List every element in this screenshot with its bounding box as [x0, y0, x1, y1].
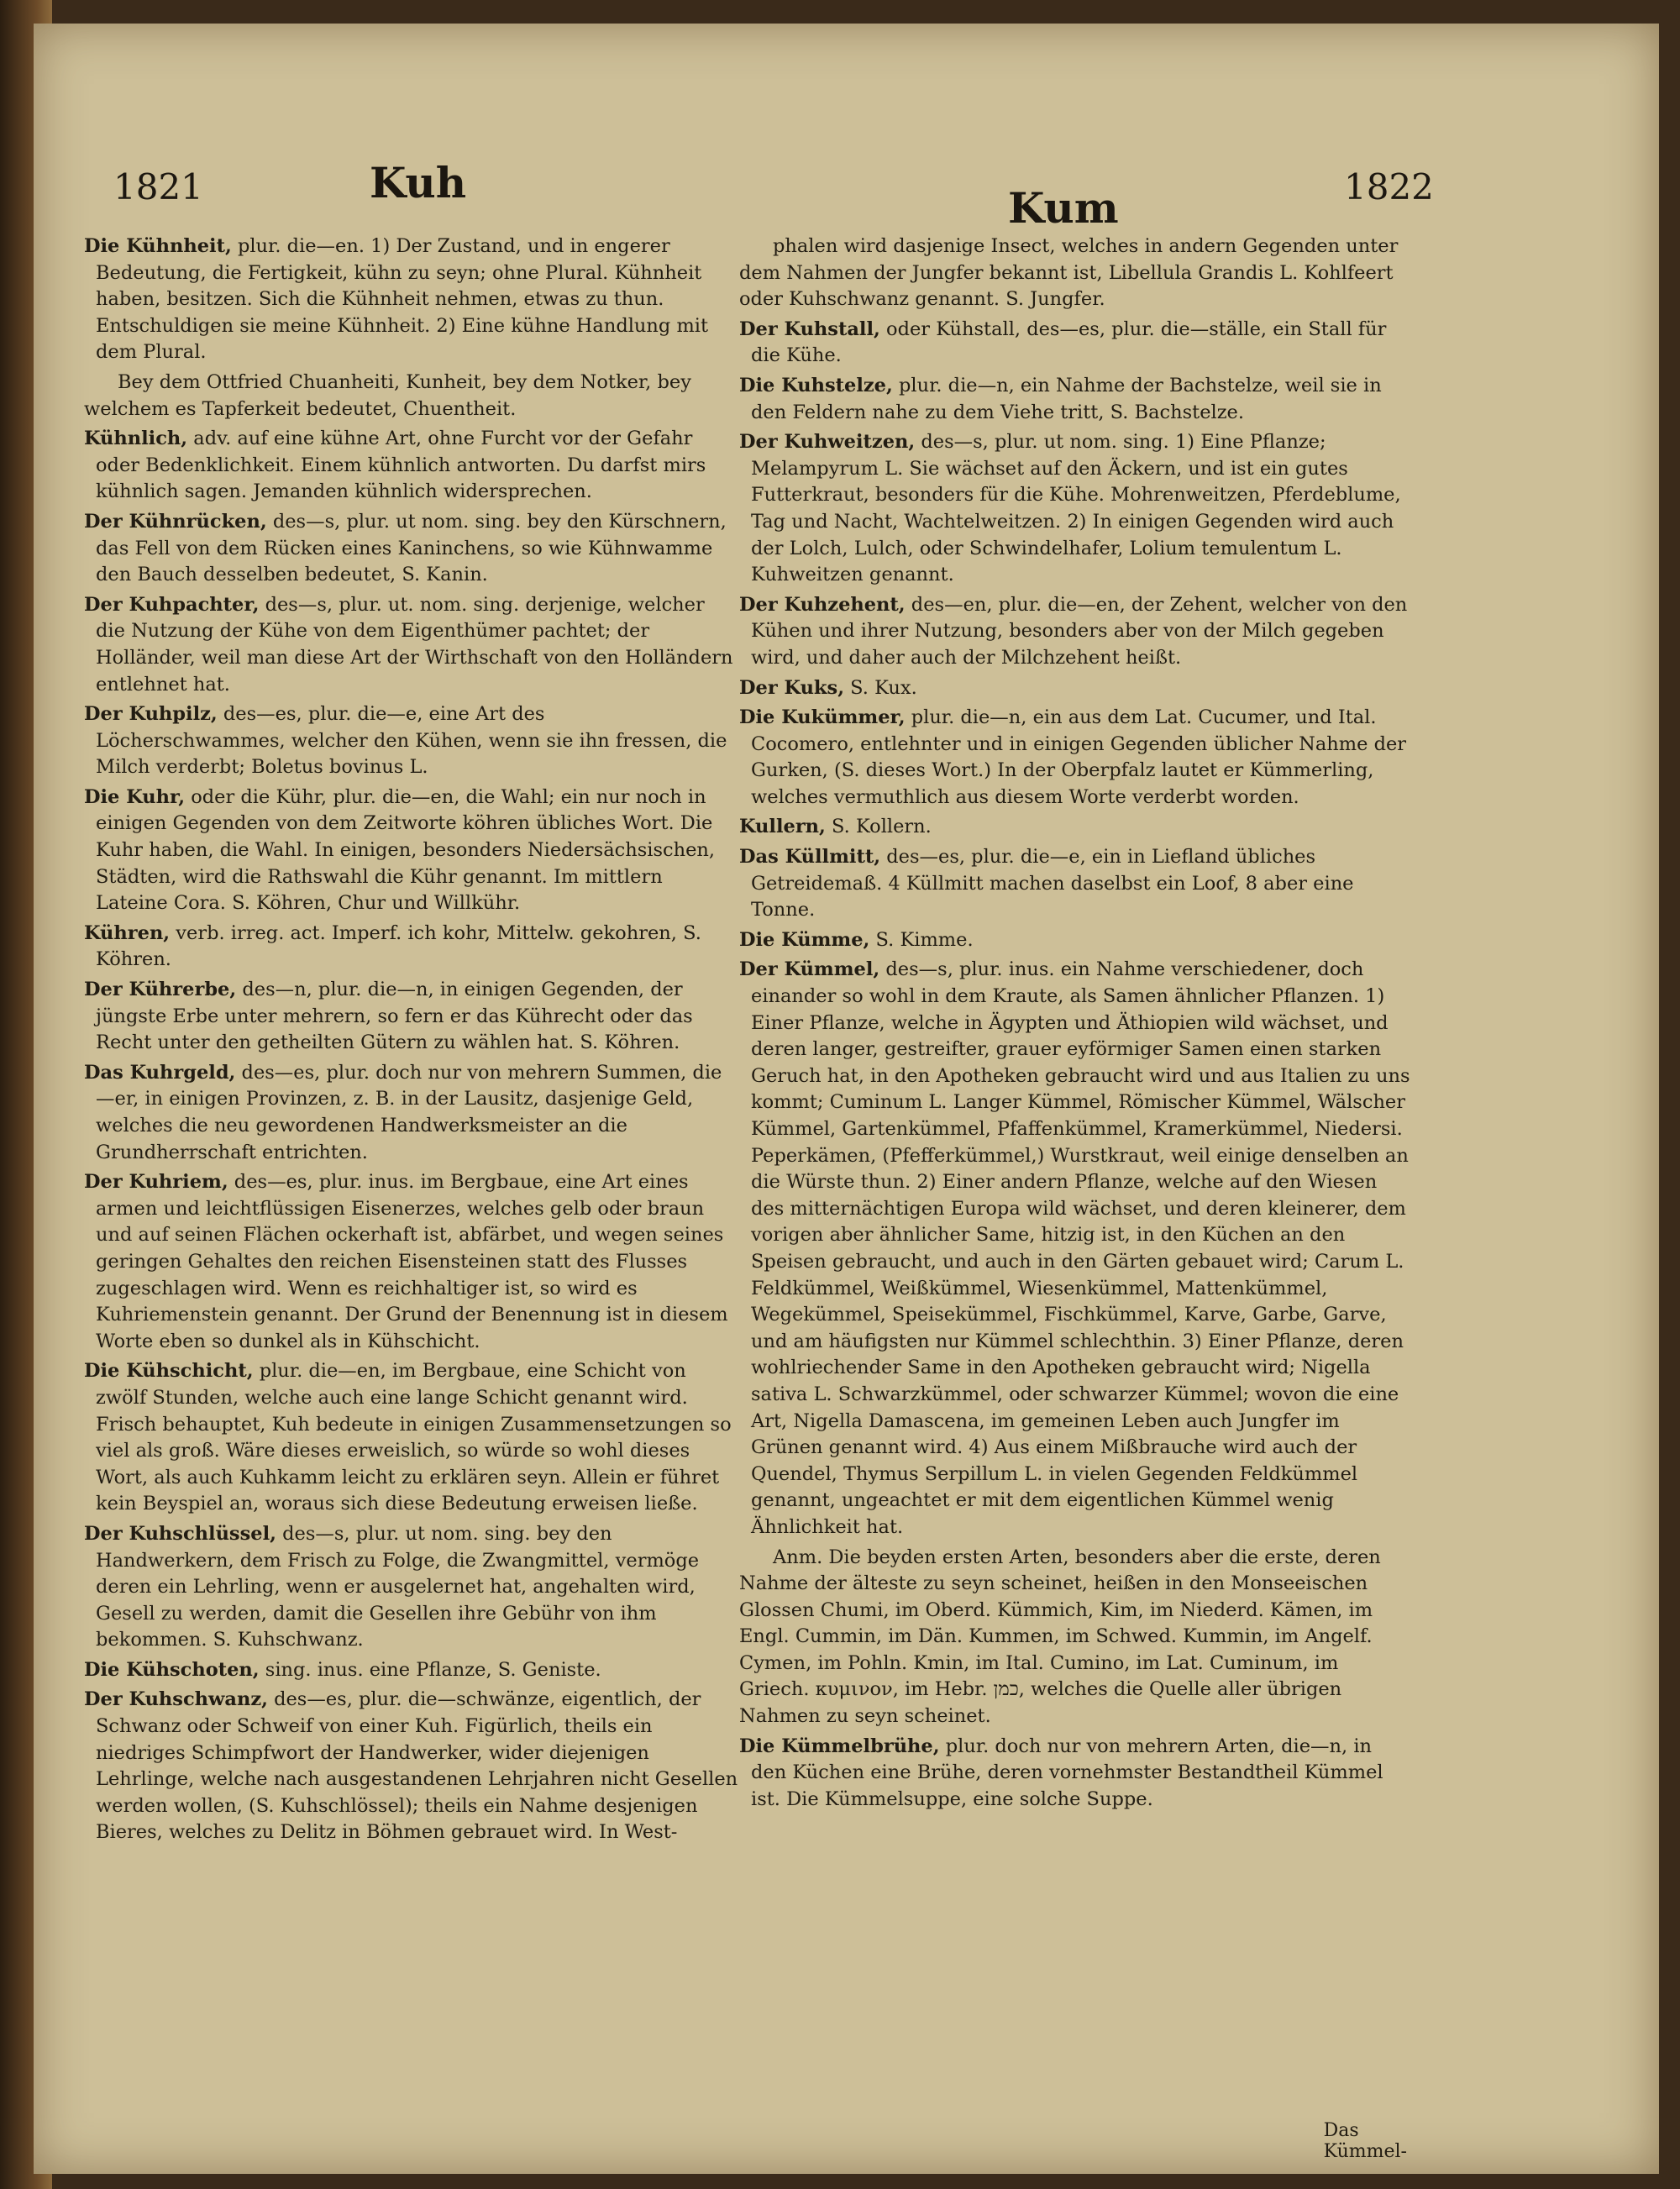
entry-text: des—s, plur. inus. ein Nahme verschiedener, doch einander so wohl in dem Kraute, als Samen ähnlicher Pflanzen. 1) Einer Pflanze, welche in Ägypten und Äthiopien wild wächset, und deren langer, gestreifter, grauer eyförmiger Samen einen starken Geruch hat, in den Apotheken gebraucht wird und aus Italien zu uns kommt; Cuminum L. Langer Kümmel, Römischer Kümmel, Wälscher Kümmel, Gartenkümmel, Pfaffenkümmel, Kramerkümmel, Niedersi. Peperkämen, (Pfefferkümmel,) Wurstkraut, weil einige denselben an die Würste thun. 2) Einer andern Pflanze, welche auf den Wiesen des mitternächtigen Europa wild wächset, und deren kleinerer, dem vorigen aber ähnlicher Same, hitzig ist, in den Küchen an den Speisen gebraucht, und auch in den Gärten gebauet wird; Carum L. Feldkümmel, Weißkümmel, Wiesenkümmel, Mattenkümmel, Wegekümmel, Speisekümmel, Fischkümmel, Karve, Garbe, Garve, und am häufigsten nur Kümmel schlechthin. 3) Einer Pflanze, deren wohlriechender Same in den Apotheken gebraucht wird; Nigella sativa L. Schwarzkümmel, oder schwarzer Kümmel; wovon die eine Art, Nigella Damascena, im gemeinen Leben auch Jungfer im Grünen genannt wird. 4) Aus einem Mißbrauche wird auch der Quendel, Thymus Serpillum L. in vielen Gegenden Feldkümmel genannt, ungeachtet er mit dem eigentlichen Kümmel wenig Ähnlichkeit hat. — [751, 958, 1410, 1538]
entry-headword: Der Kuhriem, — [84, 1171, 228, 1194]
entry-text: plur. die—n, ein Nahme der Bachstelze, weil sie in den Feldern nahe zu dem Viehe tritt, S. Bachstelze. — [751, 374, 1382, 423]
entry-text: des—es, plur. doch nur von mehrern Summen, die—er, in einigen Provinzen, z. B. in der Lausitz, dasjenige Geld, welches die neu gewordenen Handwerksmeister an die Grundherrschaft entrichten. — [96, 1061, 722, 1163]
dictionary-entry — [84, 921, 739, 974]
entry-text: verb. irreg. act. Imperf. ich kohr, Mittelw. gekohren, S. Köhren. — [96, 921, 701, 971]
entry-text: sing. inus. eine Pflanze, S. Geniste. — [259, 1658, 601, 1681]
right-page-number: 1822 — [1344, 166, 1434, 207]
entry-headword: Das Küllmitt, — [739, 846, 881, 869]
entry-text: plur. die—en, im Bergbaue, eine Schicht von zwölf Stunden, welche auch eine lange Schicht genannt wird. Frisch behauptet, Kuh bedeute in einigen Zusammensetzungen so viel als groß. Wäre dieses erweislich, so würde so wohl dieses Wort, als auch Kuhkamm leicht zu erklären seyn. Allein er führet kein Beyspiel an, woraus sich diese Bedeutung erweisen ließe. — [96, 1360, 732, 1515]
entry-text: S. Kollern. — [825, 816, 932, 838]
entry-text: plur. die—n, ein aus dem Lat. Cucumer, und Ital. Cocomero, entlehnter und in einigen Gegenden üblicher Nahme der Gurken, (S. dieses Wort.) In der Oberpfalz lautet er Kümmerling, welches vermuthlich aus diesem Worte verderbt worden. — [751, 706, 1407, 808]
entry-headword: Der Kuhpachter, — [84, 593, 260, 616]
entry-headword: Die Kukümmer, — [739, 706, 906, 729]
dictionary-entry — [84, 1358, 739, 1518]
dictionary-entry — [84, 1521, 739, 1654]
dictionary-entry — [739, 317, 1411, 370]
dictionary-entry — [84, 1060, 739, 1166]
entry-text: S. Kimme. — [869, 928, 974, 951]
entry-headword: Der Kühnrücken, — [84, 510, 267, 533]
entry-text: des—s, plur. ut nom. sing. bey den Kürschnern, das Fell von dem Rücken eines Kaninchens, so wie Kühnwamme den Bauch desselben bedeutet, S. Kanin. — [96, 510, 727, 586]
page-header — [34, 158, 1659, 233]
right-column — [739, 234, 1411, 1816]
entry-headword: Der Kuhpilz, — [84, 703, 218, 726]
entry-text: Bey dem Ottfried Chuanheiti, Kunheit, bey dem Notker, bey welchem es Tapferkeit bedeutet, Chuentheit. — [84, 370, 691, 420]
entry-headword: Die Kuhstelze, — [739, 374, 893, 396]
dictionary-entry — [84, 1657, 739, 1684]
catchword-line-1: Das — [1323, 2120, 1359, 2141]
entry-headword: Kühren, — [84, 921, 171, 944]
entry-text: oder Kühstall, des—es, plur. die—ställe, ein Stall für die Kühe. — [751, 318, 1387, 367]
dictionary-entry — [739, 844, 1411, 924]
entry-headword: Der Kuhschwanz, — [84, 1688, 268, 1711]
entry-text: des—es, plur. die—e, ein in Liefland übliches Getreidemaß. 4 Küllmitt machen daselbst ein Loof, 8 aber eine Tonne. — [751, 846, 1354, 921]
dictionary-entry — [84, 1687, 739, 1846]
dictionary-entry — [84, 701, 739, 781]
entry-headword: Kullern, — [739, 816, 826, 838]
dictionary-entry — [84, 977, 739, 1057]
catchword-line-2: Kümmel- — [1323, 2141, 1407, 2162]
entry-text: oder die Kühr, plur. die—en, die Wahl; ein nur noch in einigen Gegenden von dem Zeitworte köhren übliches Wort. Die Kuhr haben, die Wahl. In einigen, besonders Niedersächsischen, Städten, wird die Rathswahl die Kühr genannt. Im mittlern Lateine Cora. S. Köhren, Chur und Willkühr. — [96, 785, 716, 915]
entry-text: des—es, plur. inus. im Bergbaue, eine Art eines armen und leichtflüssigen Eisenerzes, welches gelb oder braun und auf seinen Flächen ockerhaft ist, abfärbet, und wegen seines geringen Gehaltes den reichen Eisensteinen statt des Flusses zugeschlagen wird. Wenn es reichhaltiger ist, so wird es Kuhriemenstein genannt. Der Grund der Benennung ist in diesem Worte eben so dunkel als in Kühschicht. — [96, 1171, 728, 1352]
entry-text: Anm. Die beyden ersten Arten, besonders aber die erste, deren Nahme der älteste zu seyn scheinet, heißen in den Monseeischen Glossen Chumi, im Oberd. Kümmich, Kim, im Niederd. Kämen, im Engl. Cummin, im Dän. Kummen, im Schwed. Kummin, im Angelf. Cymen, im Pohln. Kmin, im Ital. Cumino, im Lat. Cuminum, im Griech. κυμινον, im Hebr. כמן, welches die Quelle aller übrigen Nahmen zu seyn scheinet. — [739, 1546, 1381, 1728]
page-catchword — [1324, 2120, 1407, 2162]
entry-headword: Der Kuhschlüssel, — [84, 1522, 276, 1545]
entry-headword: Der Kümmel, — [739, 958, 880, 981]
entry-text: des—s, plur. ut. nom. sing. derjenige, welcher die Nutzung der Kühe von dem Eigenthümer pachtet; der Holländer, weil man diese Art der Wirthschaft von den Holländern entlehnet hat. — [96, 593, 733, 696]
dictionary-entry — [739, 814, 1411, 841]
entry-text: plur. die—en. 1) Der Zustand, und in engerer Bedeutung, die Fertigkeit, kühn zu seyn; ohne Plural. Kühnheit haben, besitzen. Sich die Kühnheit nehmen, etwas zu thun. Entschuldigen sie meine Kühnheit. 2) Eine kühne Handlung mit dem Plural. — [96, 235, 709, 364]
entry-headword: Der Kührerbe, — [84, 979, 237, 1001]
dictionary-entry — [739, 1545, 1411, 1730]
entry-headword: Der Kuhstall, — [739, 318, 880, 340]
dictionary-entry — [739, 705, 1411, 811]
dictionary-entry — [739, 675, 1411, 702]
right-running-head: Kum — [1008, 183, 1119, 233]
dictionary-entry — [84, 426, 739, 506]
entry-text: des—s, plur. ut nom. sing. bey den Handwerkern, dem Frisch zu Folge, die Zwangmittel, vermöge deren ein Lehrling, wenn er ausgelernet hat, angehalten wird, Gesell zu werden, damit die Gesellen ihre Gebühr von ihm bekommen. S. Kuhschwanz. — [96, 1522, 700, 1651]
entry-text: adv. auf eine kühne Art, ohne Furcht vor der Gefahr oder Bedenklichkeit. Einem kühnlich antworten. Du darfst mirs kühnlich sagen. Jemanden kühnlich widersprechen. — [96, 428, 706, 503]
entry-headword: Die Kuhr, — [84, 785, 186, 808]
entry-text: des—en, plur. die—en, der Zehent, welcher von den Kühen und ihrer Nutzung, besonders aber von der Milch gegeben wird, und daher auch der Milchzehent heißt. — [751, 593, 1408, 669]
dictionary-entry — [84, 370, 739, 423]
left-column — [84, 234, 739, 1850]
dictionary-entry — [84, 592, 739, 698]
entry-text: phalen wird dasjenige Insect, welches in andern Gegenden unter dem Nahmen der Jungfer bekannt ist, Libellula Grandis L. Kohlfeert oder Kuhschwanz genannt. S. Jungfer. — [739, 235, 1399, 311]
entry-headword: Das Kuhrgeld, — [84, 1061, 236, 1084]
entry-text: des—n, plur. die—n, in einigen Gegenden, der jüngste Erbe unter mehrern, so fern er das Kührecht oder das Recht unter den getheilten Gütern zu wählen hat. S. Köhren. — [96, 979, 693, 1054]
entry-text: des—s, plur. ut nom. sing. 1) Eine Pflanze; Melampyrum L. Sie wächset auf den Äckern, und ist ein gutes Futterkraut, besonders für die Kühe. Mohrenweitzen, Pferdeblume, Tag und Nacht, Wachtelweitzen. 2) In einigen Gegenden wird auch der Lolch, Lulch, oder Schwindelhafer, Lolium temulentum L. Kuhweitzen genannt. — [751, 431, 1401, 586]
dictionary-entry — [739, 429, 1411, 589]
dictionary-entry — [739, 234, 1411, 313]
entry-text: plur. doch nur von mehrern Arten, die—n, in den Küchen eine Brühe, deren vornehmster Bestandtheil Kümmel ist. Die Kümmelsuppe, eine solche Suppe. — [751, 1735, 1383, 1810]
book-page — [34, 24, 1659, 2174]
entry-headword: Der Kuhzehent, — [739, 593, 906, 616]
dictionary-entry — [84, 1169, 739, 1355]
entry-headword: Die Kühschicht, — [84, 1360, 254, 1383]
entry-text: S. Kux. — [844, 676, 917, 699]
dictionary-entry — [84, 509, 739, 589]
entry-headword: Der Kuhweitzen, — [739, 431, 916, 454]
entry-headword: Der Kuks, — [739, 676, 845, 699]
left-page-number: 1821 — [113, 166, 203, 207]
entry-headword: Die Kühschoten, — [84, 1658, 260, 1681]
left-running-head: Kuh — [370, 158, 467, 207]
dictionary-entry — [739, 957, 1411, 1541]
dictionary-entry — [739, 592, 1411, 672]
entry-headword: Kühnlich, — [84, 428, 188, 450]
entry-headword: Die Kümmelbrühe, — [739, 1735, 940, 1757]
dictionary-entry — [739, 373, 1411, 426]
dictionary-entry — [84, 785, 739, 917]
dictionary-entry — [739, 1734, 1411, 1814]
entry-headword: Die Kümme, — [739, 928, 870, 951]
entry-text: des—es, plur. die—schwänze, eigentlich, der Schwanz oder Schweif von einer Kuh. Figürlich, theils ein niedriges Schimpfwort der Handwerker, wider diejenigen Lehrlinge, welche nach ausgestandenen Lehrjahren nicht Gesellen werden wollen, (S. Kuhschlössel); theils ein Nahme desjenigen Bieres, welches zu Delitz in Böhmen gebrauet wird. In West- — [96, 1688, 738, 1844]
dictionary-entry — [739, 927, 1411, 954]
entry-headword: Die Kühnheit, — [84, 235, 232, 257]
entry-text: des—es, plur. die—e, eine Art des Löcherschwammes, welcher den Kühen, wenn sie ihn fressen, die Milch verderbt; Boletus bovinus L. — [96, 703, 727, 779]
dictionary-entry — [84, 234, 739, 366]
